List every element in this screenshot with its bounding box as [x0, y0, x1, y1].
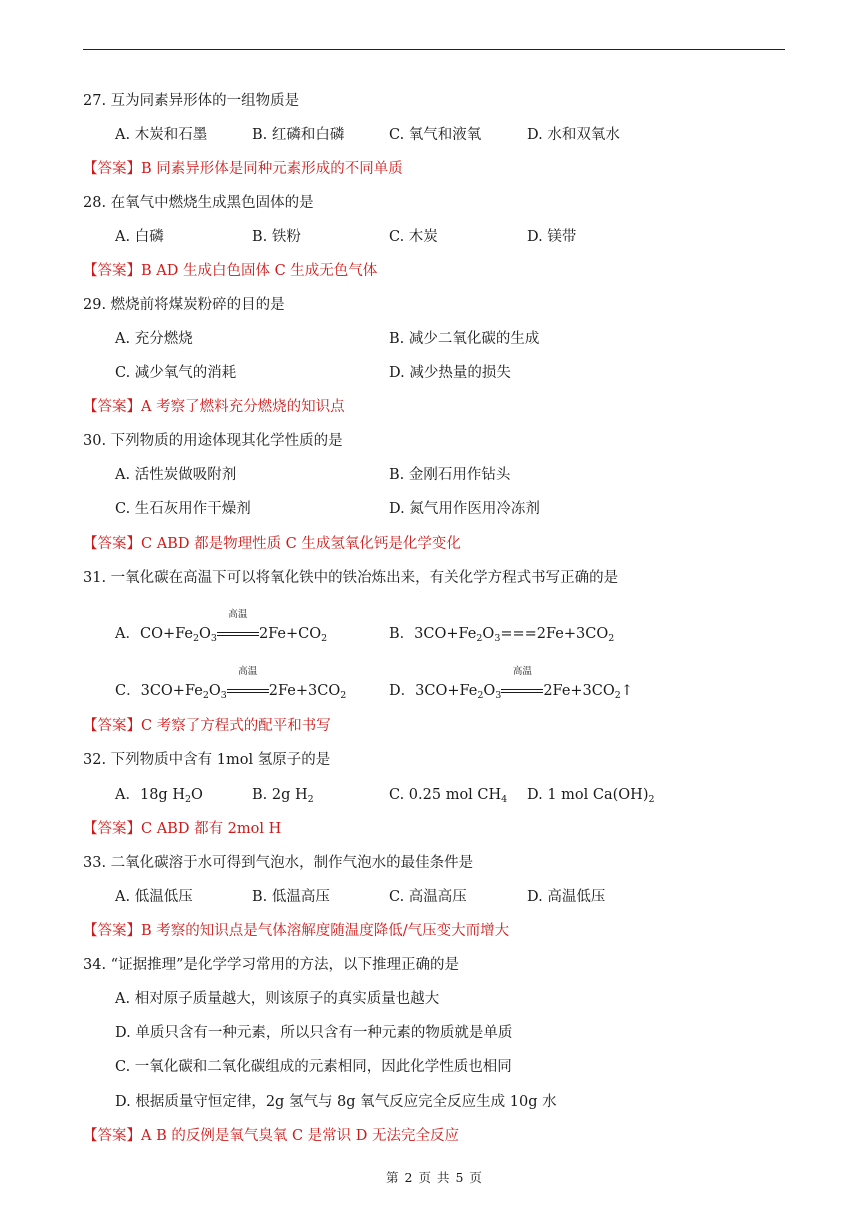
q31-b-reactants: B．3CO+Fe — [389, 626, 477, 642]
q33-option-c: C. 高温高压 — [389, 889, 467, 905]
question-31-stem: 31. 一氧化碳在高温下可以将氧化铁中的铁冶炼出来，有关化学方程式书写正确的是 — [83, 570, 619, 586]
q31-d-products: 2Fe+3CO — [543, 683, 615, 699]
q31-option-a: A．$CO+Fe_2O_3$ 高温 $2Fe+CO_2$ — [115, 609, 328, 644]
q27-option-a: A. 木炭和石墨 — [115, 127, 208, 143]
q31-option-d: D．$3CO+Fe_2O_3$ 高温 $2Fe+3CO_2↑$ — [389, 666, 633, 701]
q27-option-b: B. 红磷和白磷 — [252, 127, 345, 143]
q31-option-c: C．$3CO+Fe_2O_3$ 高温 $2Fe+3CO_2$ — [115, 666, 347, 701]
q32-option-d: D. 1 mol $Ca(OH)_2$ — [527, 787, 655, 805]
q27-option-c: C. 氧气和液氧 — [389, 127, 482, 143]
q29-option-a: A. 充分燃烧 — [115, 331, 193, 347]
q31-a-products: 2Fe+CO — [258, 626, 322, 642]
reaction-arrow-equals: 高温 — [227, 682, 269, 700]
q31-c-products: 2Fe+3CO — [268, 683, 341, 699]
q27-answer: 【答案】B 同素异形体是同种元素形成的不同单质 — [83, 161, 403, 177]
q28-answer: 【答案】B AD 生成白色固体 C 生成无色气体 — [83, 263, 378, 279]
q28-option-d: D. 镁带 — [527, 229, 577, 245]
q33-option-d: D. 高温低压 — [527, 889, 606, 905]
total-page-number: 5 — [455, 1170, 464, 1185]
q34-option-d: D. 根据质量守恒定律，2g 氢气与 8g 氧气反应完全反应生成 10g 水 — [115, 1094, 557, 1110]
question-30-stem: 30. 下列物质的用途体现其化学性质的是 — [83, 433, 343, 449]
current-page-number: 2 — [404, 1170, 413, 1185]
q30-answer: 【答案】C ABD 都是物理性质 C 生成氢氧化钙是化学变化 — [83, 536, 461, 552]
q33-option-a: A. 低温低压 — [115, 889, 193, 905]
q33-answer: 【答案】B 考察的知识点是气体溶解度随温度降低/气压变大而增大 — [83, 923, 510, 939]
reaction-arrow-equals: 高温 — [217, 625, 259, 643]
q30-option-b: B. 金刚石用作钻头 — [389, 467, 511, 483]
q28-option-c: C. 木炭 — [389, 229, 438, 245]
q28-option-a: A. 白磷 — [115, 229, 164, 245]
q32-answer: 【答案】C ABD 都有 2mol H — [83, 821, 282, 837]
page-footer: 第 2 页 共 5 页 — [386, 1170, 482, 1185]
q29-option-c: C. 减少氧气的消耗 — [115, 365, 237, 381]
q31-b-products: ===2Fe+3CO — [500, 626, 609, 642]
q32-option-c: C. 0.25 mol $CH_4$ — [389, 787, 508, 805]
question-27-stem: 27. 互为同素异形体的一组物质是 — [83, 93, 300, 109]
q31-a-reactants: A．CO+Fe — [115, 626, 193, 642]
q28-option-b: B. 铁粉 — [252, 229, 301, 245]
q31-option-b: B．$3CO+Fe_2O_3===2Fe+3CO_2$ — [389, 626, 615, 644]
q34-option-a: A. 相对原子质量越大，则该原子的真实质量也越大 — [115, 991, 440, 1007]
question-28-stem: 28. 在氧气中燃烧生成黑色固体的是 — [83, 195, 314, 211]
q29-option-b: B. 减少二氧化碳的生成 — [389, 331, 540, 347]
q32-option-a: A．18g $H_2O$ — [115, 787, 203, 805]
q30-option-c: C. 生石灰用作干燥剂 — [115, 501, 251, 517]
q29-option-d: D. 减少热量的损失 — [389, 365, 511, 381]
q34-answer: 【答案】A B 的反例是氧气臭氧 C 是常识 D 无法完全反应 — [83, 1128, 459, 1144]
q27-option-d: D. 水和双氧水 — [527, 127, 620, 143]
header-rule — [83, 49, 785, 50]
q30-option-a: A. 活性炭做吸附剂 — [115, 467, 237, 483]
q31-c-reactants: C．3CO+Fe — [115, 683, 203, 699]
question-33-stem: 33. 二氧化碳溶于水可得到气泡水，制作气泡水的最佳条件是 — [83, 855, 474, 871]
q32-option-b: B. 2g $H_2$ — [252, 787, 314, 805]
question-29-stem: 29. 燃烧前将煤炭粉碎的目的是 — [83, 297, 285, 313]
q31-d-reactants: D．3CO+Fe — [389, 683, 478, 699]
q31-answer: 【答案】C 考察了方程式的配平和书写 — [83, 718, 331, 734]
q30-option-d: D. 氮气用作医用冷冻剂 — [389, 501, 540, 517]
q34-option-c: C. 一氧化碳和二氧化碳组成的元素相同，因此化学性质也相同 — [115, 1059, 512, 1075]
question-34-stem: 34. “证据推理”是化学学习常用的方法，以下推理正确的是 — [83, 957, 459, 973]
question-32-stem: 32. 下列物质中含有 1mol 氢原子的是 — [83, 752, 331, 768]
q33-option-b: B. 低温高压 — [252, 889, 330, 905]
gas-up-arrow: ↑ — [620, 683, 633, 699]
reaction-arrow-equals: 高温 — [501, 682, 543, 700]
q34-option-b: D. 单质只含有一种元素，所以只含有一种元素的物质就是单质 — [115, 1025, 513, 1041]
q29-answer: 【答案】A 考察了燃料充分燃烧的知识点 — [83, 399, 345, 415]
